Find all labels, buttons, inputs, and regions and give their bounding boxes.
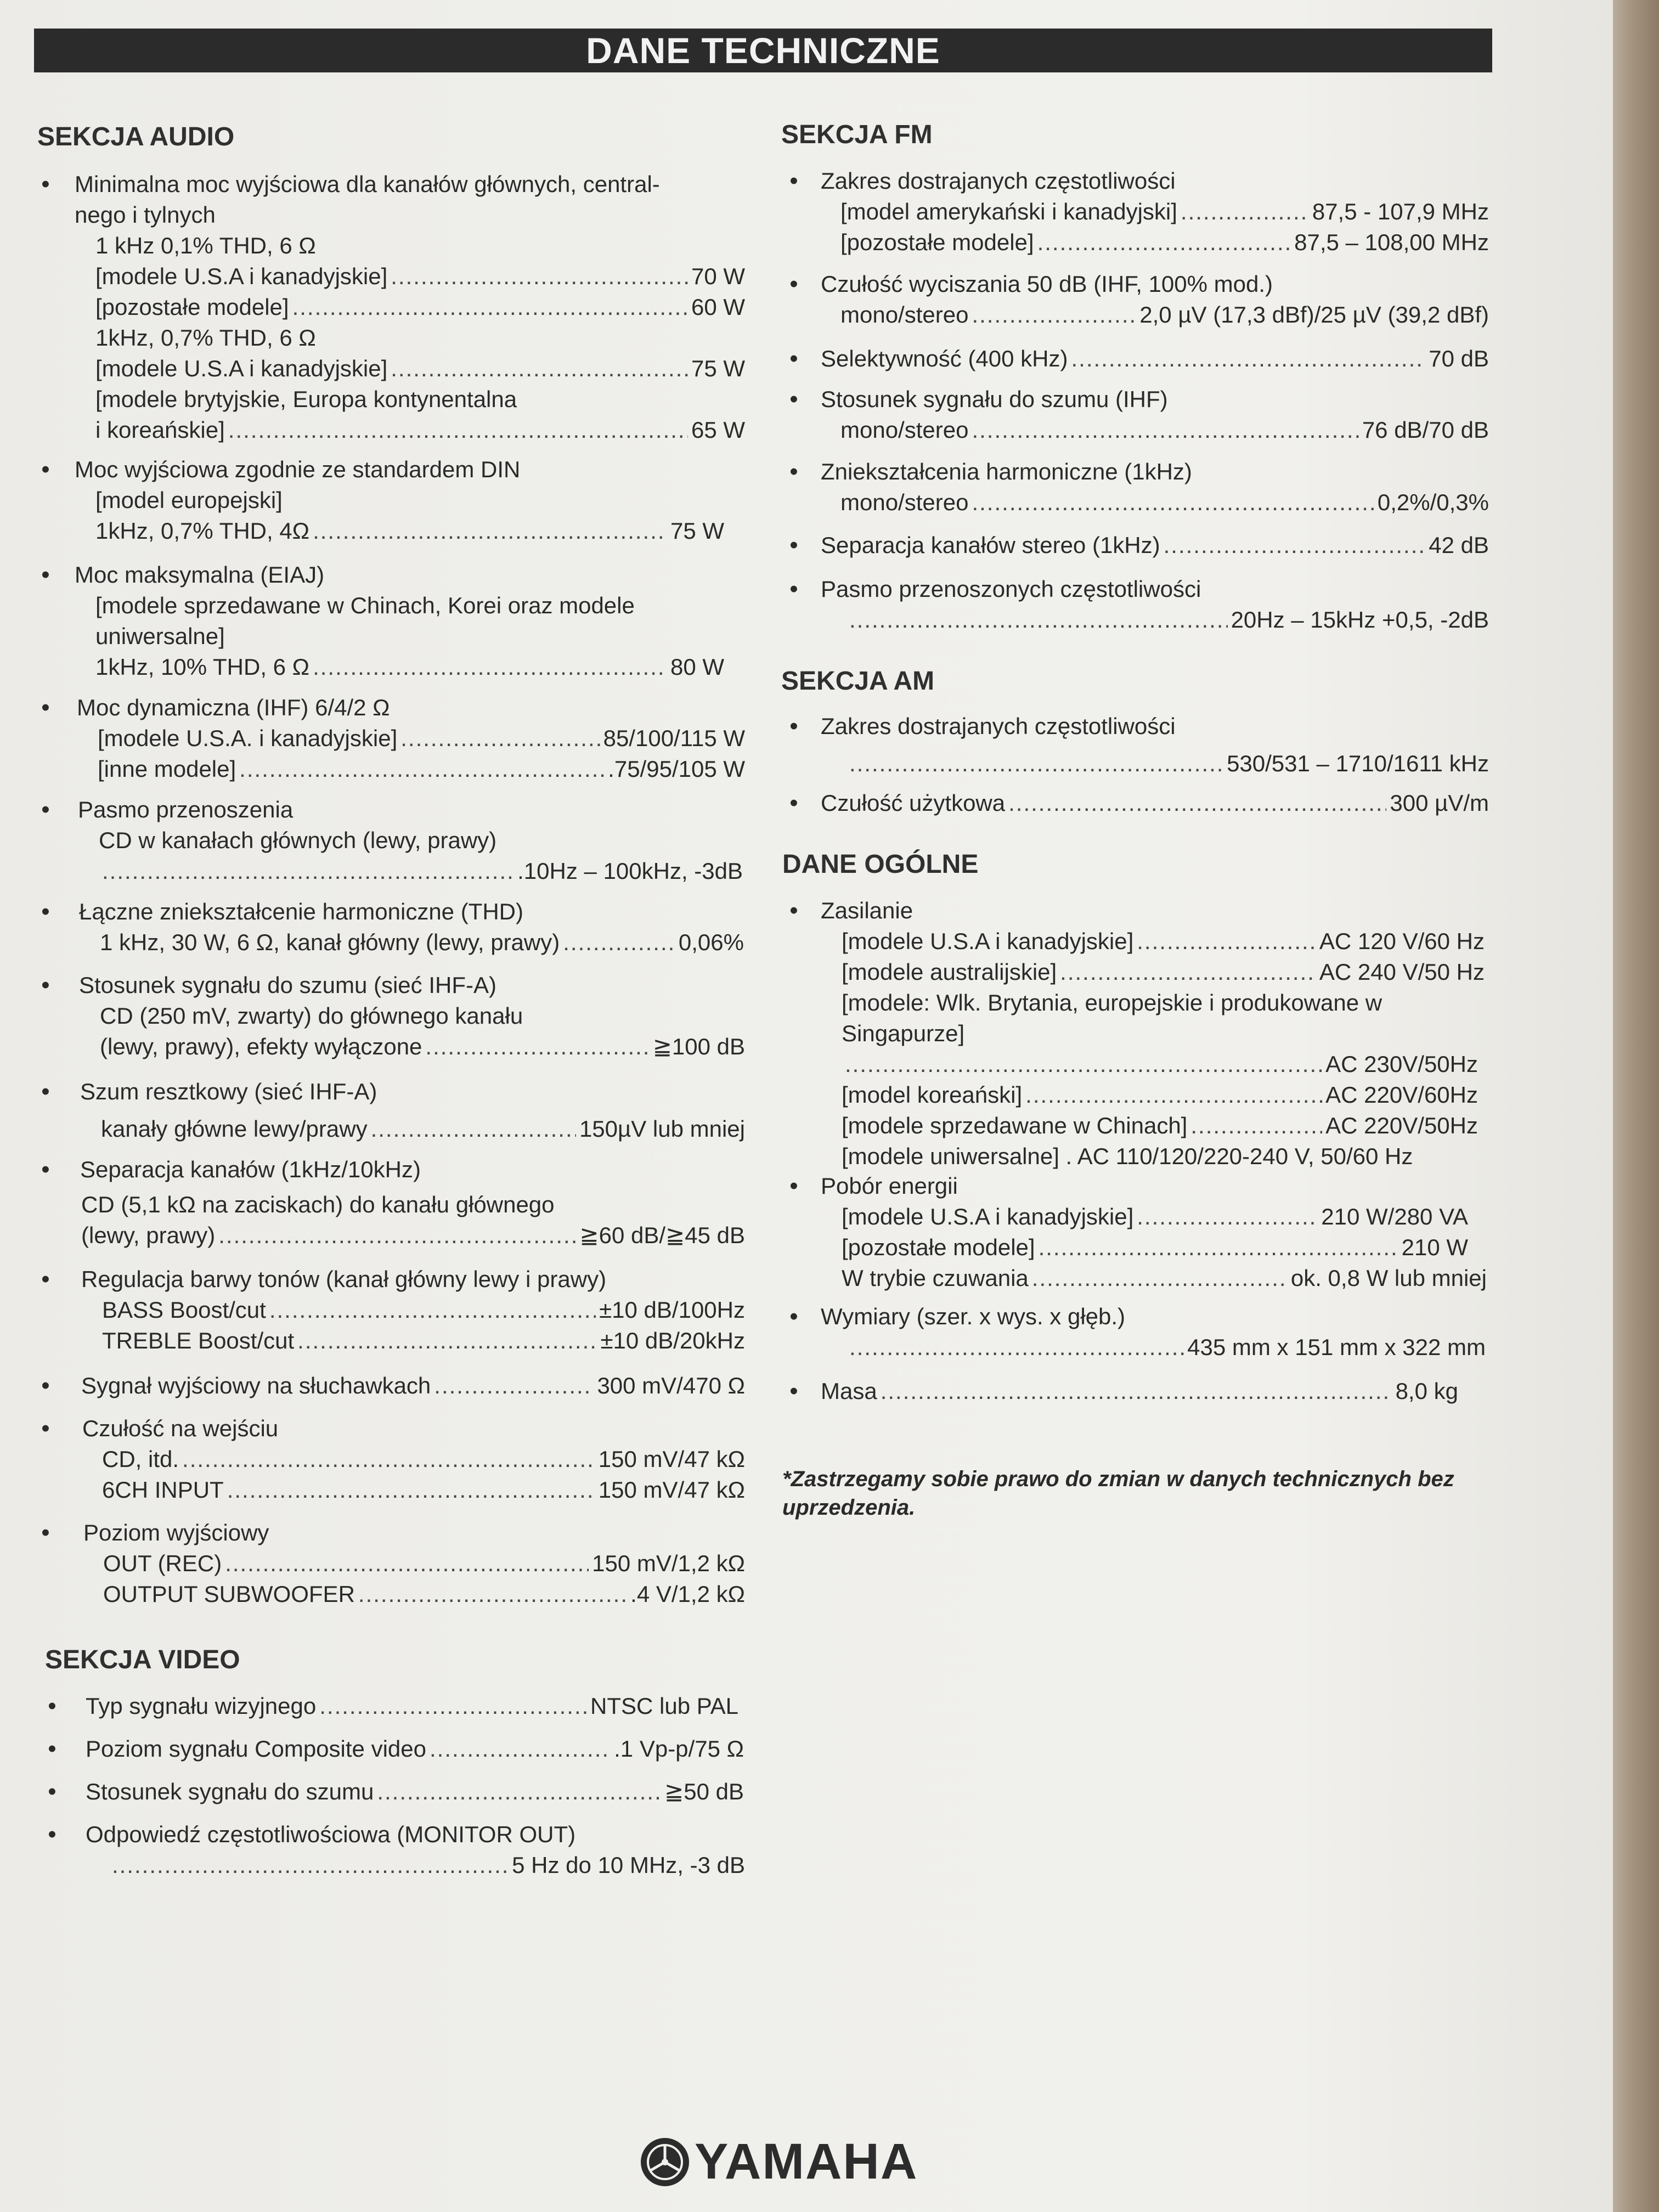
spec-item-headphone-output: • Sygnał wyjściowy na słuchawkach ..... 300 mV/470 Ω [37,1370,745,1401]
bullet: • [41,1266,50,1293]
bullet: • [48,1692,57,1719]
section-heading-fm: SEKCJA FM [781,120,933,149]
bullet: • [789,713,798,740]
bullet: • [789,1303,798,1330]
spec-item-fm-snr: • Stosunek sygnału do szumu (IHF) mono/stereo ..... 76 dB/70 dB [781,384,1489,445]
brand-logo [641,2133,918,2191]
section-heading-am: SEKCJA AM [781,667,935,696]
bullet: • [41,561,50,588]
tuning-forks-icon [641,2138,689,2186]
spec-item-video-signal-type: • Typ sygnału wizyjnego ..... NTSC lub PAL [37,1691,745,1722]
spec-item-fm-selectivity: • Selektywność (400 kHz) ..... 70 dB [781,343,1489,374]
bullet: • [789,458,798,485]
spec-item-am-usable-sensitivity: • Czułość użytkowa ..... 300 µV/m [781,788,1489,819]
bullet: • [789,167,798,194]
spec-item-input-sensitivity: • Czułość na wejściu CD, itd. ..... 150 mV/47 kΩ 6CH INPUT ..... 150 mV/47 kΩ [37,1413,745,1505]
spec-item-fm-stereo-separation: • Separacja kanałów stereo (1kHz) ..... 42 dB [781,530,1489,561]
spec-item-residual-noise: • Szum resztkowy (sieć IHF-A) kanały główne lewy/prawy ..... 150µV lub mniej [37,1076,745,1144]
bullet: • [41,1078,50,1105]
section-heading-general: DANE OGÓLNE [782,850,979,879]
spec-item-din-power: • Moc wyjściowa zgodnie ze standardem DIN [model europejski] 1kHz, 0,7% THD, 4Ω ..... 75 W [37,454,745,546]
bullet: • [789,575,798,602]
spec-item-power-supply: • Zasilanie [modele U.S.A i kanadyjskie] ..... AC 120 V/60 Hz [modele australijskie] ..... AC 240 V/50 Hz [modele: Wlk. Brytania, europejskie i produkowane w Singapurze] ..... AC 230V/50Hz [model koreański] ..... AC 220V/60Hz [modele sprzedawane w Chinach] ..... AC 220V/50Hz [modele uniwersalne] . AC 110/120/220-240 V, 50/60 Hz [781,895,1489,1172]
spec-item-max-power: • Moc maksymalna (EIAJ) [modele sprzedawane w Chinach, Korei oraz modele uniwersalne] 1kHz, 10% THD, 6 Ω ..... 80 W [37,560,745,682]
bullet: • [48,1821,57,1848]
bullet: • [789,345,798,372]
bullet: • [789,386,798,413]
table-surface [1613,0,1659,2212]
bullet: • [41,1519,50,1546]
spec-item-power-consumption: • Pobór energii [modele U.S.A i kanadyjskie] ..... 210 W/280 VA [pozostałe modele] ..... 210 W W trybie czuwania ..... ok. 0,8 W lub mniej [781,1171,1489,1294]
spec-item-fm-quieting-sensitivity: • Czułość wyciszania 50 dB (IHF, 100% mod.) mono/stereo ..... 2,0 µV (17,3 dBf)/25 µV (39,2 dBf) [781,269,1489,330]
spec-item-tone-control: • Regulacja barwy tonów (kanał główny lewy i prawy) BASS Boost/cut ..... ±10 dB/100Hz TREBLE Boost/cut ..... ±10 dB/20kHz [37,1264,745,1356]
bullet: • [789,532,798,558]
spec-item-fm-thd: • Zniekształcenia harmoniczne (1kHz) mono/stereo ..... 0,2%/0,3% [781,456,1489,518]
bullet: • [48,1735,57,1762]
spec-item-weight: • Masa ..... 8,0 kg [781,1376,1489,1407]
spec-item-composite-level: • Poziom sygnału Composite video ..... .1 Vp-p/75 Ω [37,1734,745,1764]
bullet: • [789,1172,798,1199]
spec-item-output-level: • Poziom wyjściowy OUT (REC) ..... 150 mV/1,2 kΩ OUTPUT SUBWOOFER ..... .4 V/1,2 kΩ [37,1517,745,1610]
bullet: • [789,897,798,924]
spec-item-frequency-response: • Pasmo przenoszenia CD w kanałach głównych (lewy, prawy) ..... .10Hz – 100kHz, -3dB [37,794,745,887]
spec-item-min-power: • Minimalna moc wyjściowa dla kanałów głównych, central- nego i tylnych 1 kHz 0,1% THD, 6 Ω [modele U.S.A i kanadyjskie] ..... 70 W [pozostałe modele] ..... 60 W 1kHz, 0,7% THD, 6 Ω [modele U.S.A i kanadyjskie] ..... 75 W [modele brytyjskie, Europa kontynentalna i koreańskie] ..... 65 W [37,169,745,445]
section-heading-audio: SEKCJA AUDIO [37,122,235,151]
spec-item-am-tuning-range: • Zakres dostrajanych częstotliwości ..... 530/531 – 1710/1611 kHz [781,711,1489,779]
bullet: • [41,456,50,483]
spec-item-channel-separation: • Separacja kanałów (1kHz/10kHz) CD (5,1 kΩ na zaciskach) do kanału głównego (lewy, prawy) ..... ≧60 dB/≧45 dB [37,1154,745,1251]
bullet: • [789,789,798,816]
bullet: • [41,796,50,823]
spec-item-thd: • Łączne zniekształcenie harmoniczne (THD) 1 kHz, 30 W, 6 Ω, kanał główny (lewy, prawy) ..... 0,06% [37,896,745,958]
bullet: • [41,1156,50,1183]
spec-item-video-snr: • Stosunek sygnału do szumu ..... ≧50 dB [37,1776,745,1807]
bullet: • [789,270,798,297]
disclaimer-note: *Zastrzegamy sobie prawo do zmian w danych technicznych bez uprzedzenia. [782,1467,1454,1520]
spec-item-dimensions: • Wymiary (szer. x wys. x głęb.) ..... 435 mm x 151 mm x 322 mm [781,1301,1489,1363]
bullet: • [41,171,50,198]
bullet: • [41,694,50,721]
bullet: • [48,1778,57,1805]
spec-item-fm-frequency-response: • Pasmo przenoszonych częstotliwości ..... 20Hz – 15kHz +0,5, -2dB [781,574,1489,635]
bullet: • [41,1415,50,1442]
section-heading-video: SEKCJA VIDEO [45,1645,240,1674]
spec-item-fm-tuning-range: • Zakres dostrajanych częstotliwości [model amerykański i kanadyjski] ..... 87,5 - 107,9 MHz [pozostałe modele] ..... 87,5 – 108,00 MHz [781,166,1489,258]
page-title: DANE TECHNICZNE [34,29,1492,72]
bullet: • [41,898,50,925]
brand-wordmark: YAMAHA [695,2134,918,2190]
bullet: • [41,1372,50,1399]
bullet: • [789,1378,798,1404]
spec-item-dynamic-power: • Moc dynamiczna (IHF) 6/4/2 Ω [modele U.S.A. i kanadyjskie] ..... 85/100/115 W [inne modele] ..... .75/95/105 W [37,692,745,785]
spec-item-snr: • Stosunek sygnału do szumu (sieć IHF-A) CD (250 mV, zwarty) do głównego kanału (lewy, prawy), efekty wyłączone ..... ≧100 dB [37,970,745,1062]
spec-item-video-frequency-response: • Odpowiedź częstotliwościowa (MONITOR OUT) ..... 5 Hz do 10 MHz, -3 dB [37,1819,745,1881]
bullet: • [41,972,50,998]
